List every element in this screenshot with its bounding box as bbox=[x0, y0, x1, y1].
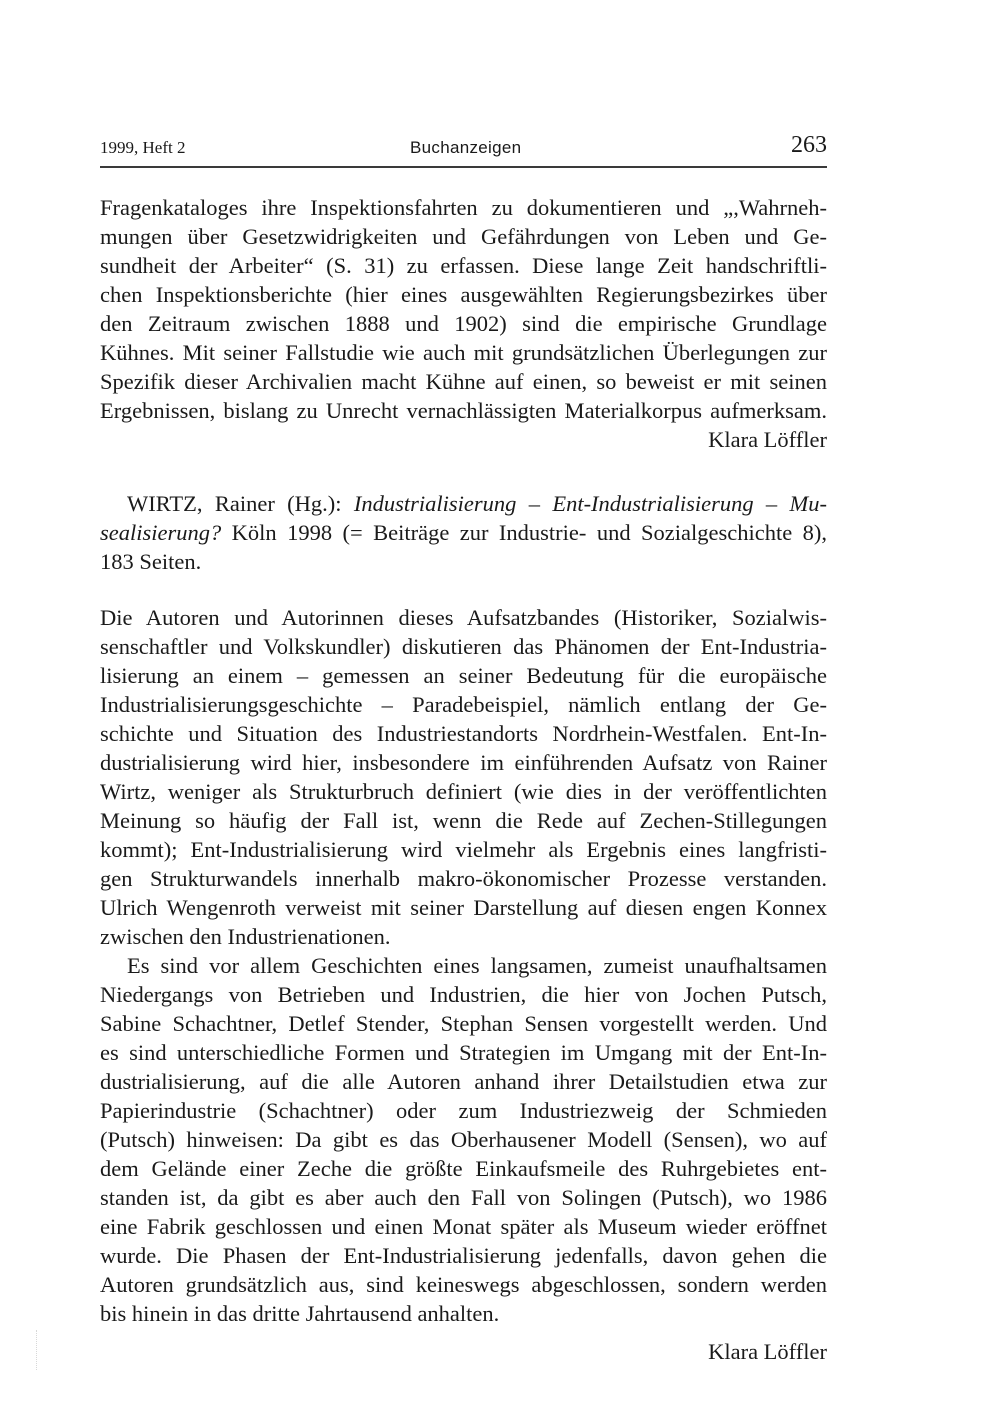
text-line: Spezifik dieser Archivalien macht Kühne auf einen, so beweist er mit seinen bbox=[100, 369, 827, 394]
text-line: eine Fabrik geschlossen und einen Monat später als Museum wieder eröffnet bbox=[100, 1214, 827, 1239]
citation-title-cont: sealisierung? bbox=[100, 520, 222, 545]
text-line: Kühnes. Mit seiner Fallstudie wie auch mit grundsätzlichen Überlegungen zur bbox=[100, 340, 827, 365]
text-line: standen ist, da gibt es aber auch den Fall von Solingen (Putsch), wo 1986 bbox=[100, 1185, 827, 1210]
running-header bbox=[100, 132, 827, 164]
text-line: mungen über Gesetzwidrigkeiten und Gefährdungen von Leben und Ge- bbox=[100, 224, 827, 249]
citation-pages: 183 Seiten. bbox=[100, 549, 202, 574]
review-1-author: Klara Löffler bbox=[708, 427, 827, 452]
text-line: Wirtz, weniger als Strukturbruch definiert (wie dies in der veröffentlichten bbox=[100, 779, 827, 804]
review-2-author: Klara Löffler bbox=[708, 1339, 827, 1364]
text-line: Die Autoren und Autorinnen dieses Aufsatzbandes (Historiker, Sozialwis- bbox=[100, 605, 827, 630]
text-line: Niedergangs von Betrieben und Industrien, die hier von Jochen Putsch, bbox=[100, 982, 827, 1007]
text-line: kommt); Ent-Industrialisierung wird vielmehr als Ergebnis eines langfristi- bbox=[100, 837, 827, 862]
text-line: Industrialisierungsgeschichte – Paradebeispiel, nämlich entlang der Ge- bbox=[100, 692, 827, 717]
text-line: Meinung so häufig der Fall ist, wenn die Rede auf Zechen-Stillegungen bbox=[100, 808, 827, 833]
citation-author: WIRTZ, Rainer (Hg.): bbox=[127, 491, 354, 516]
citation-publication: Köln 1998 (= Beiträge zur Industrie- und Sozialgeschichte 8), bbox=[221, 520, 827, 545]
page-number: 263 bbox=[791, 132, 827, 158]
text-line: dustrialisierung wird hier, insbesondere im einführenden Aufsatz von Rainer bbox=[100, 750, 827, 775]
text-line: gen Strukturwandels innerhalb makro-ökonomischer Prozesse verstanden. bbox=[100, 866, 827, 891]
text-line: Fragenkataloges ihre Inspektionsfahrten zu dokumentieren und „,Wahrneh- bbox=[100, 195, 827, 220]
text-line: Sabine Schachtner, Detlef Stender, Stephan Sensen vorgestellt werden. Und bbox=[100, 1011, 827, 1036]
citation-line-1 bbox=[127, 490, 827, 517]
text-line: dustrialisierung, auf die alle Autoren anhand ihrer Detailstudien etwa zur bbox=[100, 1069, 827, 1094]
text-line: senschaftler und Volkskundler) diskutieren das Phänomen der Ent-Industria- bbox=[100, 634, 827, 659]
text-line: zwischen den Industrienationen. bbox=[100, 924, 391, 949]
text-line: dem Gelände einer Zeche die größte Einkaufsmeile des Ruhrgebietes ent- bbox=[100, 1156, 827, 1181]
text-line: bis hinein in das dritte Jahrtausend anhalten. bbox=[100, 1301, 500, 1326]
text-line: chen Inspektionsberichte (hier eines ausgewählten Regierungsbezirkes über bbox=[100, 282, 827, 307]
citation-title: Industrialisierung – Ent-Industrialisierung – Mu- bbox=[353, 491, 827, 516]
text-line: lisierung an einem – gemessen an seiner Bedeutung für die europäische bbox=[100, 663, 827, 688]
text-line: (Putsch) hinweisen: Da gibt es das Oberhausener Modell (Sensen), wo auf bbox=[100, 1127, 827, 1152]
text-line: sundheit der Arbeiter“ (S. 31) zu erfassen. Diese lange Zeit handschriftli- bbox=[100, 253, 827, 278]
header-rule bbox=[100, 166, 827, 168]
section-title: Buchanzeigen bbox=[410, 138, 522, 157]
text-line: es sind unterschiedliche Formen und Strategien im Umgang mit der Ent-In- bbox=[100, 1040, 827, 1065]
text-line: schichte und Situation des Industriestandorts Nordrhein-Westfalen. Ent-In- bbox=[100, 721, 827, 746]
text-line: Ergebnissen, bislang zu Unrecht vernachlässigten Materialkorpus aufmerksam. bbox=[100, 398, 827, 423]
issue-label: 1999, Heft 2 bbox=[100, 138, 186, 157]
citation-line-2 bbox=[100, 519, 827, 546]
text-line: Es sind vor allem Geschichten eines langsamen, zumeist unaufhaltsamen bbox=[127, 953, 827, 978]
text-line: wurde. Die Phasen der Ent-Industrialisierung jedenfalls, davon gehen die bbox=[100, 1243, 827, 1268]
text-line: den Zeitraum zwischen 1888 und 1902) sind die empirische Grundlage bbox=[100, 311, 827, 336]
text-line: Ulrich Wengenroth verweist mit seiner Darstellung auf diesen engen Konnex bbox=[100, 895, 827, 920]
text-line: Papierindustrie (Schachtner) oder zum Industriezweig der Schmieden bbox=[100, 1098, 827, 1123]
text-line: Autoren grundsätzlich aus, sind keineswegs abgeschlossen, sondern werden bbox=[100, 1272, 827, 1297]
scan-margin-mark bbox=[36, 1330, 38, 1370]
